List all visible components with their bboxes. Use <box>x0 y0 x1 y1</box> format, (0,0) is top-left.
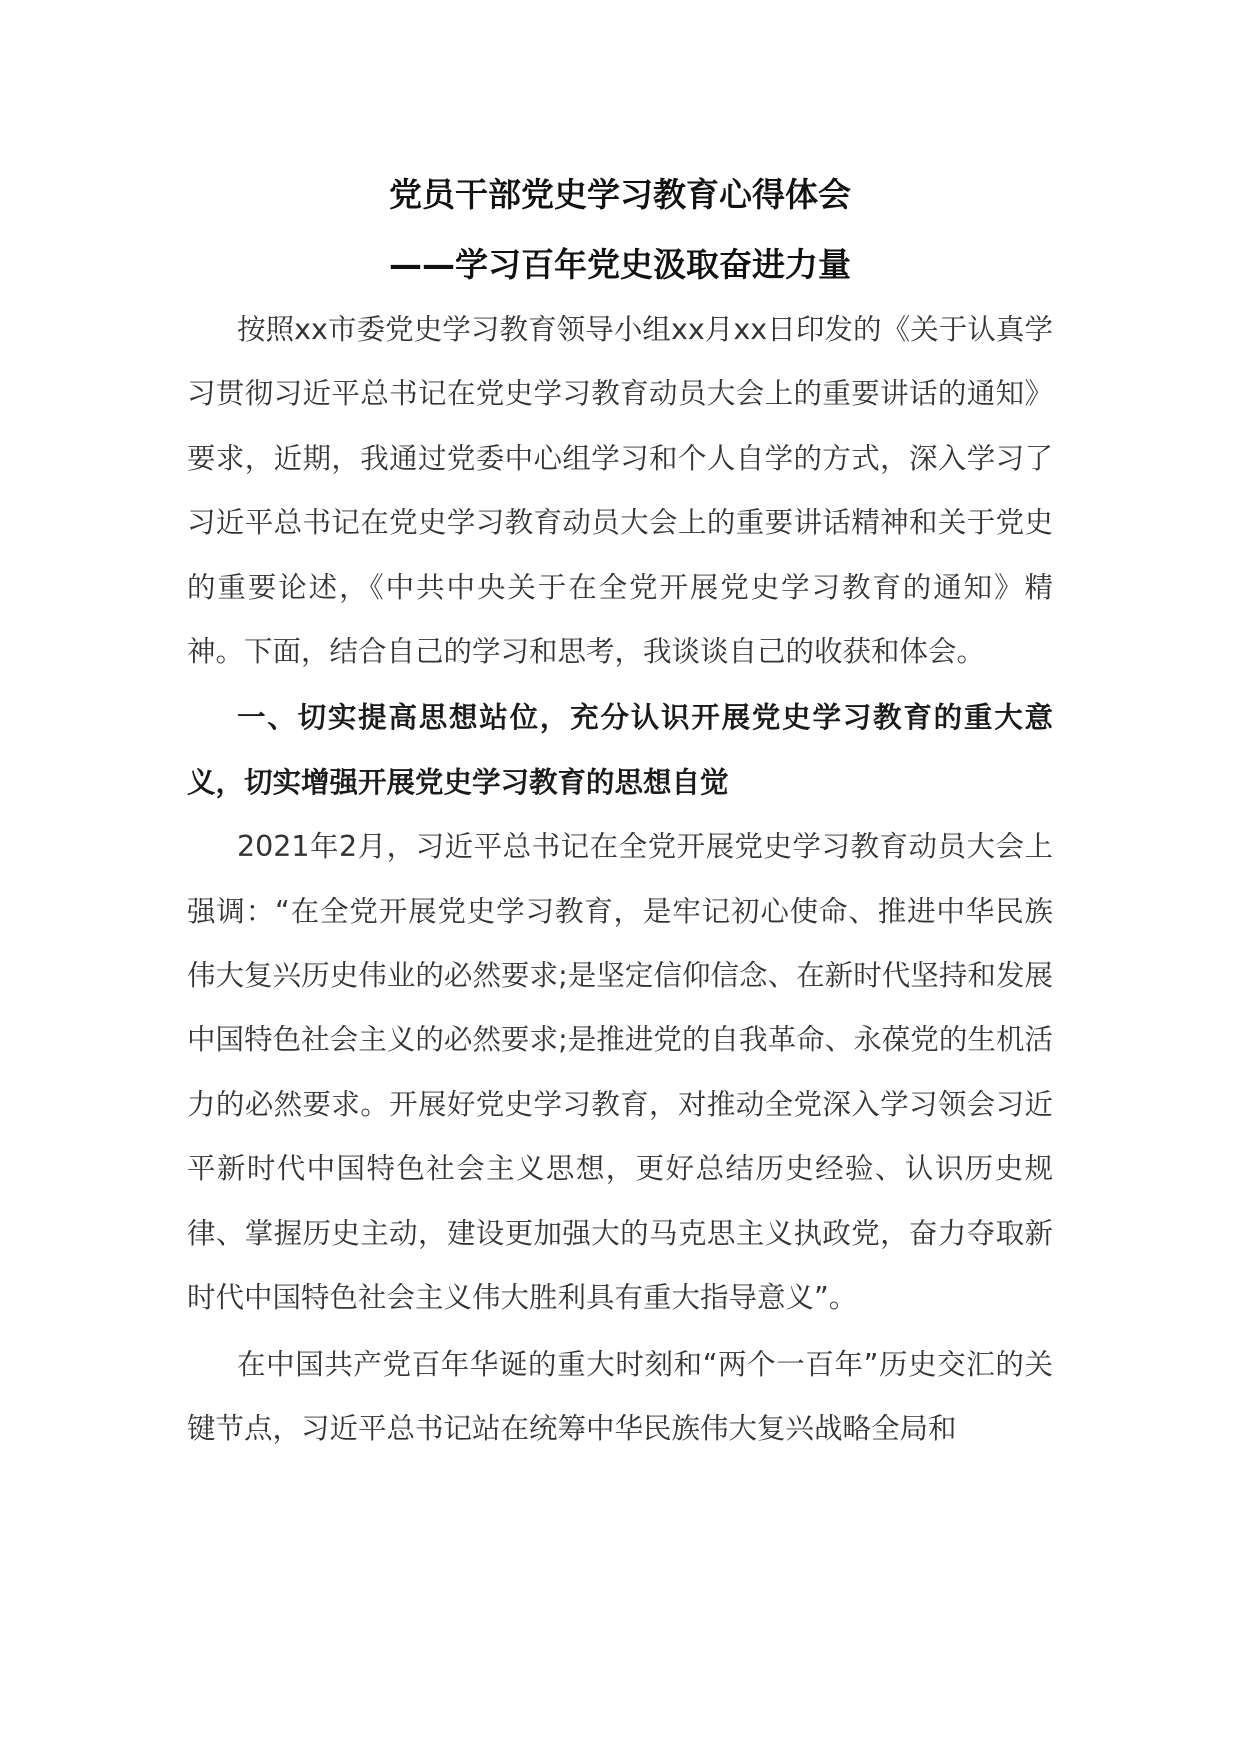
paragraph-quote: 2021年2月，习近平总书记在全党开展党史学习教育动员大会上强调：“在全党开展党史学习教育，是牢记初心使命、推进中华民族伟大复兴历史伟业的必然要求;是坚定信仰信念、在新时代坚持和发展中国特色社会主义的必然要求;是推进党的自我革命、永葆党的生机活力的必然要求。开展好党史学习教育，对推动全党深入学习领会习近平新时代中国特色社会主义思想，更好总结历史经验、认识历史规律、掌握历史主动，建设更加强大的马克思主义执政党，奋力夺取新时代中国特色社会主义伟大胜利具有重大指导意义”。 <box>187 830 1053 1315</box>
document-subtitle: ——学习百年党史汲取奋进力量 <box>389 245 851 284</box>
document-title: 党员干部党史学习教育心得体会 <box>389 175 851 214</box>
section-heading-1: 一、切实提高思想站位，充分认识开展党史学习教育的重大意义，切实增强开展党史学习教育的思想自觉 <box>187 701 1053 799</box>
document-body <box>187 298 1053 1461</box>
paragraph-intro: 按照xx市委党史学习教育领导小组xx月xx日印发的《关于认真学习贯彻习近平总书记在党史学习教育动员大会上的重要讲话的通知》要求，近期，我通过党委中心组学习和个人自学的方式，深入学习了习近平总书记在党史学习教育动员大会上的重要讲话精神和关于党史的重要论述，《中共中央关于在全党开展党史学习教育的通知》精神。下面，结合自己的学习和思考，我谈谈自己的收获和体会。 <box>187 313 1053 669</box>
paragraph-continuation: 在中国共产党百年华诞的重大时刻和“两个一百年”历史交汇的关键节点，习近平总书记站在统筹中华民族伟大复兴战略全局和 <box>187 1347 1053 1445</box>
